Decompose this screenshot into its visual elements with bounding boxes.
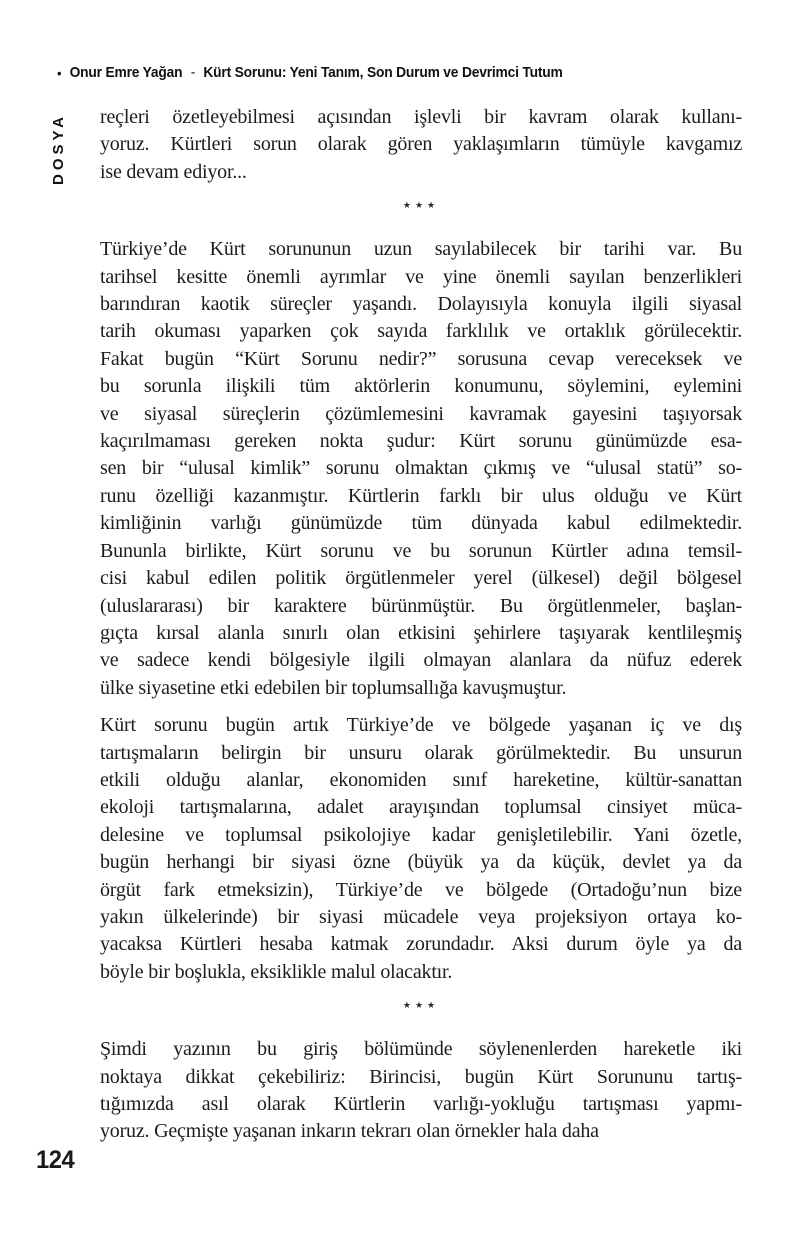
text-line: Türkiye’de Kürt sorununun uzun sayılabilecek bir tarihi var. Bu — [100, 238, 742, 261]
text-line: Şimdi yazının bu giriş bölümünde söylenenlerden hareketle iki — [100, 1038, 742, 1061]
text-line: cisi kabul edilen politik örgütlenmeler yerel (ülkesel) değil bölgesel — [100, 567, 742, 590]
text-line: örgüt fark etmeksizin), Türkiye’de ve bölgede (Ortadoğu’nun bize — [100, 878, 742, 901]
section-separator: ★★★ — [402, 1001, 440, 1012]
text-line: bugün herhangi bir siyasi özne (büyük ya da küçük, devlet ya da — [100, 851, 742, 874]
text-line: etkili olduğu alanlar, ekonomiden sınıf hareketine, kültür-sanattan — [100, 768, 742, 791]
text-line: barındıran kaotik süreçler yaşandı. Dolayısıyla konuyla ilgili siyasal — [100, 293, 742, 316]
text-line: bu sorunla ilişkili tüm aktörlerin konumunu, söylemini, eylemini — [100, 375, 742, 398]
text-line: böyle bir boşlukla, eksiklikle malul olacaktır. — [100, 960, 453, 983]
body-paragraph — [100, 712, 742, 986]
header-article-title: Kürt Sorunu: Yeni Tanım, Son Durum ve Devrimci Tutum — [203, 64, 563, 81]
text-line: ekoloji tartışmalarına, adalet arayışından toplumsal cinsiyet müca- — [100, 796, 742, 819]
page-number: 124 — [36, 1146, 75, 1174]
text-line: Fakat bugün “Kürt Sorunu nedir?” sorusuna cevap vereceksek ve — [100, 347, 742, 370]
text-line: tığımızda asıl olarak Kürtlerin varlığı-yokluğu tartışması yapmı- — [100, 1093, 742, 1115]
text-line: yoruz. Geçmişte yaşanan inkarın tekrarı olan örnekler hala daha — [100, 1120, 599, 1143]
header-dash: - — [190, 64, 196, 81]
text-line: Bununla birlikte, Kürt sorunu ve bu sorunun Kürtler adına temsil- — [100, 539, 742, 562]
text-body — [100, 104, 742, 1156]
text-line: yoruz. Kürtleri sorun olarak gören yaklaşımların tümüyle kavgamız — [100, 133, 742, 156]
body-paragraph — [100, 236, 742, 702]
text-line: kaçırılmaması gereken nokta şudur: Kürt sorunu günümüzde esa- — [100, 430, 742, 453]
text-line: gıçta kırsal alanla sınırlı olan etkisini şehirlere taşıyarak kentlileşmiş — [100, 621, 742, 644]
section-separator: ★★★ — [402, 201, 440, 212]
text-line: yakın ülkelerinde) bir siyasi mücadele veya projeksiyon ortaya ko- — [100, 905, 742, 928]
text-line: ve sadece kendi bölgesiyle ilgili olmayan alanlara da nüfuz ederek — [100, 649, 742, 672]
text-line: sen bir “ulusal kimlik” sorunu olmaktan çıkmış ve “ulusal statü” so- — [100, 457, 742, 480]
text-line: delesine ve toplumsal psikolojiye kadar genişletilebilir. Yani özetle, — [100, 823, 742, 846]
text-line: ülke siyasetine etki edebilen bir toplumsallığa kavuşmuştur. — [100, 676, 567, 699]
text-line: (uluslararası) bir karaktere bürünmüştür. Bu örgütlenmeler, başlan- — [100, 594, 742, 617]
text-line: tartışmaların belirgin bir unsuru olarak görülmektedir. Bu unsurun — [100, 741, 742, 764]
text-line: Kürt sorunu bugün artık Türkiye’de ve bölgede yaşanan iç ve dış — [100, 714, 742, 737]
body-paragraph — [100, 1036, 742, 1146]
text-line: tarihsel kesitte önemli ayrımlar ve yine önemli sayılan benzerlikleri — [100, 265, 742, 288]
text-line: ve siyasal süreçlerin çözümlemesini kavramak gayesini taşıyorsak — [100, 402, 742, 425]
section-label-dosya: DOSYA — [50, 113, 67, 185]
text-line: reçleri özetleyebilmesi açısından işlevli bir kavram olarak kullanı- — [100, 106, 742, 128]
text-line: runu özelliği kazanmıştır. Kürtlerin farklı bir ulus olduğu ve Kürt — [100, 484, 742, 507]
text-line: kimliğinin varlığı günümüzde tüm dünyada kabul edilmektedir. — [100, 512, 742, 535]
text-line: noktaya dikkat çekebiliriz: Birincisi, bugün Kürt Sorununu tartış- — [100, 1065, 742, 1088]
text-line: tarih okuması yaparken çok sayıda farklılık ve ortaklık görülecektir. — [100, 320, 742, 343]
text-line: ise devam ediyor... — [100, 160, 247, 183]
header-bullet-icon: • — [57, 64, 62, 81]
running-header — [57, 64, 563, 81]
header-author: Onur Emre Yağan — [69, 64, 183, 81]
body-paragraph — [100, 104, 742, 186]
text-line: yacaksa Kürtleri hesaba katmak zorundadır. Aksi durum öyle ya da — [100, 933, 742, 956]
